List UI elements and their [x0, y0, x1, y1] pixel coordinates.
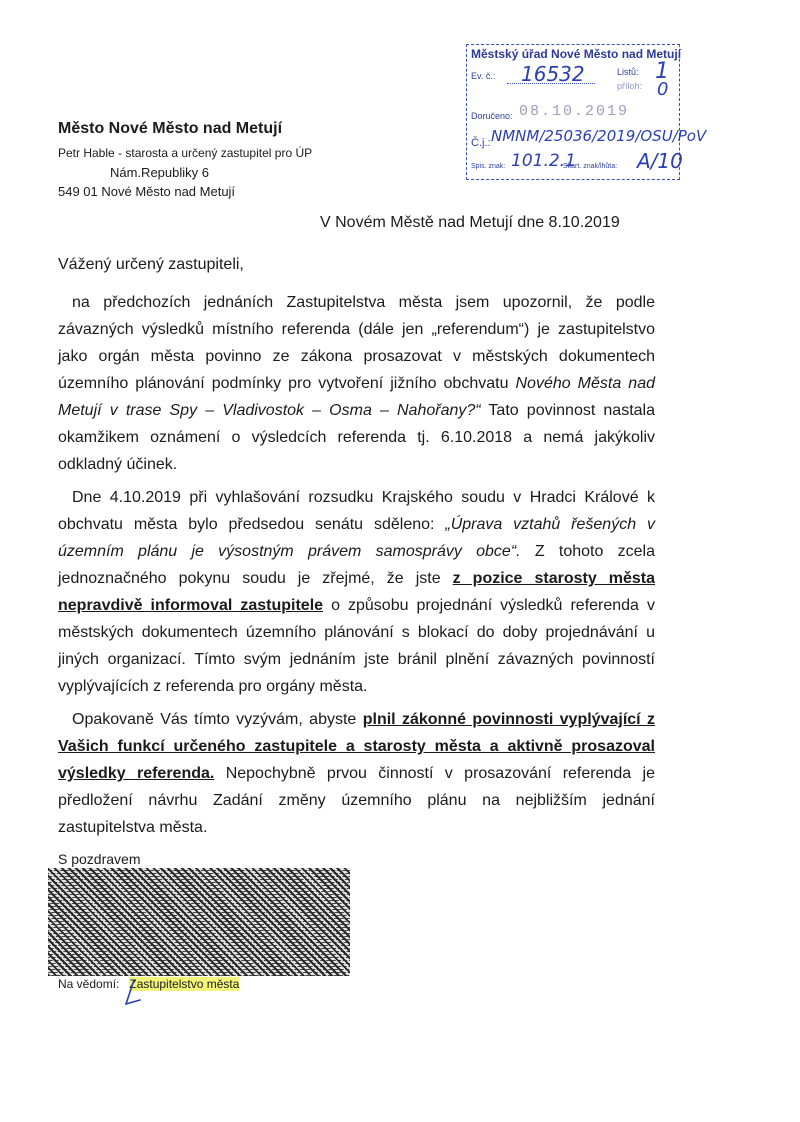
paragraph-2-text-a: Dne 4.10.2019 při vyhlašování rozsudku Krajského soudu v Hradci Králové k obchvatu města bylo předsedou senátu sděleno:: [58, 489, 655, 533]
paragraph-2: [58, 484, 655, 700]
sender-subtitle: Petr Hable - starosta a určený zastupitel pro ÚP: [58, 146, 313, 160]
paragraph-3-text-c: Nepochybně prvou činností v prosazování referenda je předložení návrhu Zadání změny územního plánu na nejbližším jednání zastupitelstva města.: [58, 765, 656, 836]
closing-greeting: S pozdravem: [58, 851, 141, 867]
stamp-skart-value: A/10: [637, 149, 683, 173]
stamp-title: Městský úřad Nové Město nad Metují: [471, 47, 682, 61]
stamp-spis-value: 101.2.1: [511, 151, 576, 171]
paragraph-1-text-a: na předchozích jednáních Zastupitelstva města jsem upozornil, že podle závazných výsledků místního referenda (dále jen „referendum“) je zastupitelstvo jako orgán města povinno ze zákona prosazovat v městských dokumentech územního plánování podmínky pro vytvoření jižního obchvatu: [58, 294, 655, 392]
stamp-listu-label: Listů:: [617, 67, 639, 77]
paragraph-3-text-a: Opakovaně Vás tímto vyzývám, abyste: [72, 711, 363, 728]
stamp-priloh-label: příloh:: [617, 81, 643, 91]
paragraph-1-quote: Nového Města nad Metují v trase Spy – Vladivostok – Osma – Nahořany?“: [58, 375, 655, 419]
handwritten-check-mark: [120, 978, 144, 1008]
stamp-priloh-value: 0: [657, 79, 669, 100]
stamp-ev-label: Ev. č.:: [471, 71, 496, 81]
letter-dateline: V Novém Městě nad Metují dne 8.10.2019: [320, 214, 620, 231]
stamp-doruceno-label: Doručeno:: [471, 111, 513, 121]
paragraph-2-text-c: Z tohoto zcela jednoznačného pokynu soudu je zřejmé, že jste: [58, 543, 655, 587]
paragraph-2-underlined: z pozice starosty města nepravdivě informoval zastupitele: [58, 570, 656, 614]
paragraph-2-text-e: o způsobu projednání výsledků referenda v městských dokumentech územního plánování s blokací do doby projednávání u jiných organizací. Tímto svým jednáním jste bránil plnění závazných povinností vyplývajících z referenda pro orgány města.: [58, 597, 655, 695]
registry-stamp: [466, 44, 707, 180]
paragraph-3-underlined: plnil zákonné povinnosti vyplývající z Vašich funkcí určeného zastupitele a starosty města a aktivně prosazoval výsledky referenda.: [58, 711, 655, 782]
paragraph-3: [58, 706, 655, 841]
sender-name: Město Nové Město nad Metují: [58, 120, 283, 137]
stamp-spis-label: Spis. znak:: [471, 163, 506, 170]
stamp-skart-label: Skart. znak/lhůta:: [563, 163, 618, 170]
salutation: Vážený určený zastupiteli,: [58, 256, 244, 273]
paragraph-2-court-quote: „Úprava vztahů řešených v územním plánu je výsostným právem samosprávy obce“.: [58, 516, 655, 560]
paragraph-1: [58, 289, 655, 478]
redacted-signature: [48, 868, 350, 976]
sender-address-street: Nám.Republiky 6: [110, 165, 209, 180]
stamp-cj-value: NMNM/25036/2019/OSU/PoV: [491, 127, 707, 145]
stamp-listu-value: 1: [655, 59, 669, 84]
cc-label: Na vědomí:: [58, 977, 120, 991]
stamp-doruceno-value: 08.10.2019: [519, 103, 630, 120]
sender-address-city: 549 01 Nové Město nad Metují: [58, 184, 236, 199]
stamp-cj-label: Č.j.:: [471, 137, 491, 149]
cc-recipient: Zastupitelstvo města: [129, 977, 240, 991]
cc-line: [58, 977, 239, 991]
paragraph-1-text-c: Tato povinnost nastala okamžikem oznámení o výsledcích referenda tj. 6.10.2018 a nemá jakýkoliv odkladný účinek.: [58, 402, 655, 473]
stamp-ev-value: 16532: [521, 62, 585, 86]
